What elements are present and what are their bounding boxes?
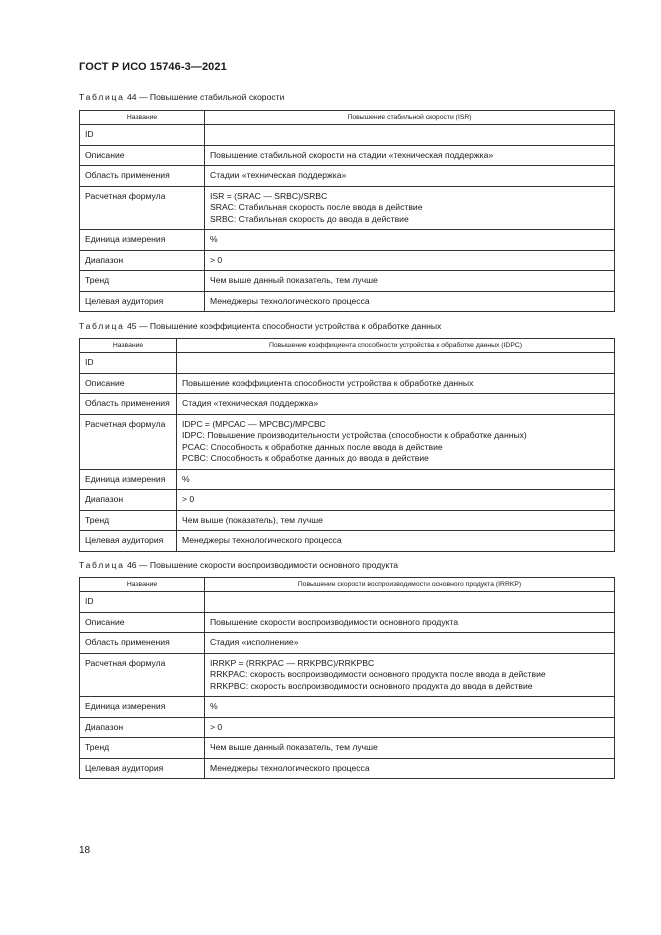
value-line: % [210,701,218,711]
table-row [80,353,615,374]
row-value [205,697,615,718]
value-line: Повышение стабильной скорости на стадии «техническая поддержка» [210,149,494,160]
row-label: Диапазон [80,717,205,738]
caption-title: — Повышение скорости воспроизводимости основного продукта [136,560,399,570]
table-caption-44 [79,92,284,102]
row-value [205,271,615,292]
table-46 [79,577,615,779]
row-label: ID [80,125,205,146]
row-value [205,230,615,251]
value-line: IDPC: Повышение производительности устройства (способности к обработке данных) [182,430,527,440]
value-line: RRKPBC: скорость воспроизводимости основного продукта до ввода в действие [210,680,533,691]
row-value [205,717,615,738]
table-row [80,230,615,251]
table-row [80,469,615,490]
row-label: ID [80,353,177,374]
table-row [80,592,615,613]
col-header-name: Название [80,578,205,592]
table-row [80,612,615,633]
caption-word: Таблица [79,92,125,102]
row-value [177,531,615,552]
table-row [80,166,615,187]
row-label: Описание [80,373,177,394]
table-row [80,373,615,394]
value-line: % [210,234,218,244]
value-line: Повышение коэффициента способности устройства к обработке данных [182,377,474,388]
caption-title: — Повышение коэффициента способности устройства к обработке данных [136,321,442,331]
col-header-title: Повышение скорости воспроизводимости основного продукта (IRRKP) [205,578,615,592]
value-line: PCBC: Способность к обработке данных до ввода в действие [182,453,429,463]
table-row [80,531,615,552]
col-header-title: Повышение стабильной скорости (ISR) [205,111,615,125]
value-line: IDPC = (МРСАС — МРСВС)/МРСВС [182,418,326,429]
row-value [205,186,615,230]
value-line: ISR = (SRAC — SRBC)/SRBC [210,190,328,201]
row-label: Область применения [80,394,177,415]
row-label: Единица измерения [80,230,205,251]
row-value [205,166,615,187]
row-label: Целевая аудитория [80,531,177,552]
row-value [205,125,615,146]
value-line: Менеджеры технологического процесса [182,535,342,545]
row-value [177,353,615,374]
row-value [205,653,615,697]
row-value [205,633,615,654]
row-label: Диапазон [80,490,177,511]
row-value [177,414,615,469]
value-line [182,357,609,369]
value-line [210,129,609,141]
row-label: ID [80,592,205,613]
value-line [210,596,609,608]
table-row [80,717,615,738]
row-label: Тренд [80,738,205,759]
table-row [80,510,615,531]
row-label: Описание [80,145,205,166]
caption-number: 44 [127,92,137,102]
value-line: Менеджеры технологического процесса [210,295,370,306]
row-value [177,373,615,394]
row-label: Целевая аудитория [80,291,205,312]
row-label: Описание [80,612,205,633]
value-line: IRRKP = (RRKPAC — RRKPBC)/RRKPBC [210,657,375,668]
table-row [80,394,615,415]
value-line: Стадия «техническая поддержка» [182,398,319,408]
table-header-row [80,578,615,592]
page-number: 18 [79,845,91,856]
value-line: SRBC: Стабильная скорость до ввода в действие [210,213,409,224]
row-value [205,612,615,633]
row-value [205,250,615,271]
table-row [80,250,615,271]
table-row [80,145,615,166]
table-row [80,633,615,654]
table-header-row [80,339,615,353]
value-line: PCAC: Способность к обработке данных после ввода в действие [182,441,443,452]
table-row [80,291,615,312]
row-label: Целевая аудитория [80,758,205,779]
table-row [80,653,615,697]
caption-number: 46 [127,560,137,570]
value-line: Повышение скорости воспроизводимости основного продукта [210,616,459,627]
table-row [80,271,615,292]
value-line: % [182,473,190,484]
col-header-title: Повышение коэффициента способности устройства к обработке данных (IDPC) [177,339,615,353]
document-standard-title: ГОСТ Р ИСО 15746-3—2021 [79,61,227,73]
value-line: Чем выше (показатель), тем лучше [182,514,323,525]
row-label: Единица измерения [80,469,177,490]
row-label: Область применения [80,166,205,187]
row-value [177,394,615,415]
table-44 [79,110,615,312]
caption-word: Таблица [79,321,125,331]
table-row [80,758,615,779]
value-line: Чем выше данный показатель, тем лучше [210,275,378,285]
row-label: Тренд [80,271,205,292]
table-row [80,697,615,718]
value-line: Стадия «исполнение» [210,637,299,647]
row-value [205,145,615,166]
caption-word: Таблица [79,560,125,570]
value-line: Стадии «техническая поддержка» [210,170,347,180]
table-caption-45 [79,321,441,331]
row-value [205,592,615,613]
row-value [205,758,615,779]
table-row [80,738,615,759]
col-header-name: Название [80,339,177,353]
value-line: > 0 [210,721,223,732]
col-header-name: Название [80,111,205,125]
row-label: Тренд [80,510,177,531]
value-line: Менеджеры технологического процесса [210,762,370,773]
row-label: Область применения [80,633,205,654]
value-line: > 0 [182,494,195,504]
value-line: Чем выше данный показатель, тем лучше [210,742,378,752]
row-label: Расчетная формула [80,414,177,469]
row-label: Единица измерения [80,697,205,718]
table-header-row [80,111,615,125]
table-row [80,186,615,230]
row-value [177,490,615,511]
value-line: SRAC: Стабильная скорость после ввода в действие [210,202,423,212]
row-value [205,291,615,312]
row-label: Расчетная формула [80,653,205,697]
table-row [80,125,615,146]
caption-title: — Повышение стабильной скорости [136,92,285,102]
value-line: > 0 [210,254,223,265]
row-label: Расчетная формула [80,186,205,230]
row-label: Диапазон [80,250,205,271]
row-value [177,510,615,531]
value-line: RRKPAC: скорость воспроизводимости основного продукта после ввода в действие [210,669,546,679]
table-caption-46 [79,560,398,570]
row-value [177,469,615,490]
table-45 [79,338,615,552]
table-row [80,414,615,469]
row-value [205,738,615,759]
table-row [80,490,615,511]
caption-number: 45 [127,321,137,331]
